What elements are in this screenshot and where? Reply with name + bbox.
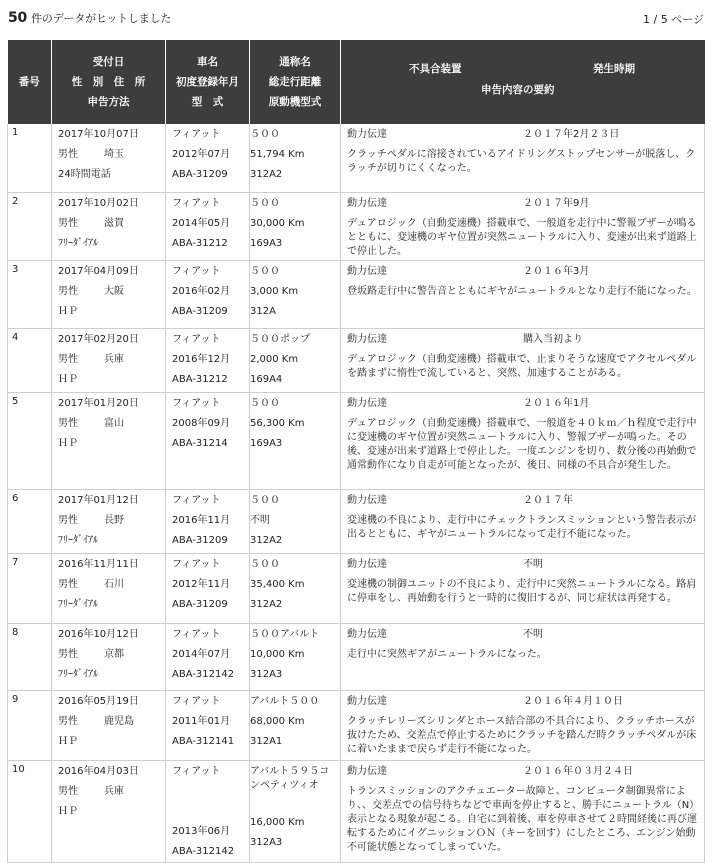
problem-cell [341, 760, 705, 862]
prefecture: 富山 [104, 417, 124, 429]
problem-summary: デュアロジック（自動変速機）搭載車で、一般道を４０ｋｍ／ｈ程度で走行中に変速機のギヤ位置が突然ニュートラルに入り、警報ブザーが鳴った。その後、変速が出来ず道路上で停止した。一度エンジンを切り、数分後の再始動で通常動作になり自走が可能となったが、後日、同様の不具合が発生した。 [347, 417, 697, 471]
car-type-code: ABA-312142 [172, 845, 235, 857]
prefecture: 大阪 [104, 285, 124, 297]
report-method: ＨＰ [58, 437, 78, 449]
problem-device: 動力伝達 [347, 695, 387, 707]
car-type-code: ABA-31209 [172, 534, 228, 546]
mileage: 51,794 Km [250, 149, 305, 160]
car-right-cell [250, 760, 341, 862]
received-cell [52, 328, 166, 392]
occurrence-time: 不明 [523, 558, 543, 570]
received-date: 2016年10月12日 [58, 628, 139, 640]
engine-type: 312A2 [250, 169, 283, 180]
car-left-cell [166, 623, 250, 690]
row-number-cell [8, 623, 52, 690]
row-number-cell [8, 328, 52, 392]
col-car-model: 通称名 [279, 56, 311, 68]
car-type-code: ABA-31209 [172, 169, 228, 180]
col-car-maker: 車名 [197, 56, 218, 68]
col-received-date: 受付日 [92, 56, 125, 68]
hit-count-number: 50 [8, 10, 28, 26]
table-row[interactable] [8, 192, 705, 260]
received-cell [52, 623, 166, 690]
prefecture: 滋賀 [104, 217, 124, 229]
gender: 男性 [58, 285, 78, 297]
row-number: 1 [12, 127, 19, 138]
received-cell [52, 124, 166, 192]
car-model: アバルト５００ [250, 695, 320, 707]
car-left-cell [166, 553, 250, 623]
col-car-reg: 初度登録年月 [176, 76, 239, 88]
car-type-code: ABA-31209 [172, 305, 228, 317]
col-received-gender: 性 別 住 所 [71, 76, 146, 88]
hit-count [8, 10, 171, 26]
row-number-cell [8, 260, 52, 328]
table-row[interactable] [8, 623, 705, 690]
row-number: 2 [12, 195, 19, 207]
prefecture: 埼玉 [104, 149, 124, 160]
car-left-cell [166, 260, 250, 328]
row-number-cell [8, 760, 52, 862]
car-left-cell [166, 328, 250, 392]
col-car-type: 型 式 [191, 96, 224, 108]
received-date: 2017年04月09日 [58, 265, 139, 277]
problem-summary: クラッチレリーズシリンダとホース結合部の不具合により、クラッチホースが抜けたため、交差点で停止するためにクラッチを踏んだ時クラッチペダルが床に着いたままで戻らず走行不能になった。 [347, 715, 697, 755]
table-row[interactable] [8, 489, 705, 553]
report-method: ＨＰ [58, 735, 78, 747]
occurrence-time: 不明 [523, 628, 543, 640]
first-registration: 2012年11月 [172, 578, 231, 590]
report-method: 24時間電話 [58, 169, 111, 180]
gender: 男性 [58, 785, 78, 797]
results-header [0, 0, 712, 38]
received-cell [52, 489, 166, 553]
col-number-label: 番号 [18, 76, 40, 88]
gender: 男性 [58, 149, 78, 160]
engine-type: 312A3 [250, 668, 283, 680]
first-registration: 2016年11月 [172, 514, 231, 526]
row-number: 7 [12, 556, 19, 568]
problem-device: 動力伝達 [347, 129, 387, 140]
table-row[interactable] [8, 328, 705, 392]
car-model: ５００ [250, 558, 280, 570]
row-number: 10 [12, 763, 25, 775]
received-date: 2017年02月20日 [58, 333, 139, 345]
car-type-code: ABA-312141 [172, 735, 235, 747]
gender: 男性 [58, 578, 78, 590]
car-left-cell [166, 192, 250, 260]
problem-cell [341, 192, 705, 260]
problem-device: 動力伝達 [347, 333, 387, 345]
table-header-row [8, 40, 705, 124]
car-maker: フィアット [172, 265, 221, 277]
page-indicator: 1 / 5 ページ [643, 13, 704, 26]
problem-cell [341, 328, 705, 392]
col-problem-device: 不具合装置 [409, 63, 462, 75]
car-model: ５００ [250, 129, 280, 140]
car-model: ５００ [250, 265, 280, 277]
row-number-cell [8, 553, 52, 623]
report-method: ﾌﾘｰﾀﾞｲｱﾙ [58, 668, 98, 680]
occurrence-time: ２０１６年1月 [523, 397, 590, 409]
problem-summary: デュアロジック（自動変速機）搭載車で、止まりそうな速度でアクセルペダルを踏まずに惰性で流していると、突然、加速することがある。 [347, 353, 697, 379]
car-maker: フィアット [172, 129, 221, 140]
gender: 男性 [58, 648, 78, 660]
occurrence-time: 購入当初より [523, 333, 583, 345]
table-row[interactable] [8, 553, 705, 623]
gender: 男性 [58, 217, 78, 229]
problem-cell [341, 623, 705, 690]
problem-summary: 変速機の制御ユニットの不良により、走行中に突然ニュートラルになる。路肩に停車をし、再始動を行うと一時的に復旧するが、同じ症状は再発する。 [347, 578, 697, 604]
table-row[interactable] [8, 392, 705, 489]
problem-cell [341, 124, 705, 192]
problem-summary: デュアロジック（自動変速機）搭載車で、一般道を走行中に警報ブザーが鳴るとともに、変速機のギヤ位置が突然ニュートラルに入り、変速が出来ず道路上で停止した。 [347, 217, 697, 257]
received-cell [52, 760, 166, 862]
problem-device: 動力伝達 [347, 558, 387, 570]
engine-type: 169A4 [250, 373, 283, 385]
car-left-cell [166, 489, 250, 553]
problem-summary: 変速機の不良により、走行中にチェックトランスミッションという警告表示が出るとともに、ギヤがニュートラルになって走行不能になった。 [347, 514, 696, 540]
car-right-cell [250, 328, 341, 392]
col-problem [341, 40, 705, 124]
car-left-cell [166, 392, 250, 489]
table-row[interactable] [8, 760, 705, 862]
mileage: 68,000 Km [250, 715, 305, 727]
report-method: ﾌﾘｰﾀﾞｲｱﾙ [58, 237, 98, 249]
car-left-cell [166, 124, 250, 192]
col-car-right [250, 40, 341, 124]
hit-count-label: 件のデータがヒットしました [31, 12, 172, 25]
prefecture: 鹿児島 [104, 715, 134, 727]
car-right-cell [250, 392, 341, 489]
problem-device: 動力伝達 [347, 397, 387, 409]
car-model: ５００ポップ [250, 333, 310, 345]
engine-type: 169A3 [250, 437, 283, 449]
occurrence-time: ２０１７年2月２３日 [523, 129, 620, 140]
occurrence-time: ２０１６年４月１０日 [523, 695, 623, 707]
received-cell [52, 392, 166, 489]
first-registration: 2014年05月 [172, 217, 231, 229]
car-right-cell [250, 690, 341, 760]
problem-device: 動力伝達 [347, 197, 387, 209]
problem-summary: 登坂路走行中に警告音とともにギヤがニュートラルとなり走行不能になった。 [347, 285, 697, 297]
engine-type: 169A3 [250, 237, 283, 249]
col-problem-summary: 申告内容の要約 [481, 84, 555, 96]
occurrence-time: ２０１６年０３月２４日 [523, 765, 633, 777]
car-left-cell [166, 760, 250, 862]
first-registration: 2013年06月 [172, 825, 231, 837]
car-right-cell [250, 260, 341, 328]
prefecture: 兵庫 [104, 353, 124, 365]
problem-device: 動力伝達 [347, 628, 387, 640]
car-type-code: ABA-31212 [172, 373, 228, 385]
car-maker: フィアット [172, 695, 221, 707]
first-registration: 2016年02月 [172, 285, 231, 297]
results-body [8, 124, 705, 862]
problem-cell [341, 260, 705, 328]
col-number [8, 40, 52, 124]
first-registration: 2008年09月 [172, 417, 231, 429]
problem-cell [341, 392, 705, 489]
car-right-cell [250, 489, 341, 553]
car-model: ５００アバルト [250, 628, 320, 640]
occurrence-time: ２０１７年9月 [523, 197, 590, 209]
problem-cell [341, 553, 705, 623]
report-method: ﾌﾘｰﾀﾞｲｱﾙ [58, 598, 98, 610]
car-maker: フィアット [172, 333, 221, 345]
problem-device: 動力伝達 [347, 765, 387, 777]
prefecture: 長野 [104, 514, 124, 526]
car-model: ５００ [250, 397, 280, 409]
row-number-cell [8, 192, 52, 260]
received-date: 2016年04月03日 [58, 765, 139, 777]
car-right-cell [250, 623, 341, 690]
col-car-left [166, 40, 250, 124]
table-row[interactable] [8, 124, 705, 192]
car-left-cell [166, 690, 250, 760]
gender: 男性 [58, 417, 78, 429]
mileage: 16,000 Km [250, 816, 305, 828]
problem-summary: トランスミッションのアクチュエーター故障と、コンピュータ制御異常により、、交差点での信号待ちなどで車両を停止すると、勝手にニュートラル（N）表示となる現象が起こる。自宅に到着後、車を停車させて２時間経後に再び運転するためにイグニッションＯＮ（キーを回す）にしたところ、エンジン始動不可能状態となってしまっていた。 [347, 785, 700, 853]
car-maker: フィアット [172, 628, 221, 640]
engine-type: 312A1 [250, 735, 283, 747]
report-method: ＨＰ [58, 373, 78, 385]
report-method: ﾌﾘｰﾀﾞｲｱﾙ [58, 534, 98, 546]
mileage: 30,000 Km [250, 217, 305, 229]
received-cell [52, 260, 166, 328]
car-type-code: ABA-31209 [172, 598, 228, 610]
report-method: ＨＰ [58, 305, 78, 317]
received-date: 2017年10月07日 [58, 129, 139, 140]
row-number-cell [8, 392, 52, 489]
row-number-cell [8, 124, 52, 192]
problem-cell [341, 489, 705, 553]
first-registration: 2016年12月 [172, 353, 231, 365]
table-row[interactable] [8, 260, 705, 328]
car-right-cell [250, 192, 341, 260]
prefecture: 京都 [104, 648, 124, 660]
prefecture: 兵庫 [104, 785, 124, 797]
car-right-cell [250, 553, 341, 623]
row-number: 9 [12, 693, 19, 705]
results-table [7, 40, 705, 863]
engine-type: 312A2 [250, 598, 283, 610]
gender: 男性 [58, 514, 78, 526]
car-maker: フィアット [172, 494, 221, 506]
row-number: 8 [12, 626, 19, 638]
mileage: 10,000 Km [250, 648, 305, 660]
row-number: 3 [12, 263, 19, 275]
received-date: 2017年01月20日 [58, 397, 139, 409]
row-number-cell [8, 489, 52, 553]
received-cell [52, 690, 166, 760]
report-method: ＨＰ [58, 805, 78, 817]
problem-cell [341, 690, 705, 760]
car-maker: フィアット [172, 558, 221, 570]
received-cell [52, 553, 166, 623]
row-number: 5 [12, 395, 19, 407]
car-maker: フィアット [172, 765, 221, 777]
col-car-engine: 原動機型式 [268, 96, 322, 108]
car-model: アバルト５９５コンペティツィオ [250, 765, 330, 791]
received-cell [52, 192, 166, 260]
occurrence-time: ２０１６年3月 [523, 265, 590, 277]
problem-device: 動力伝達 [347, 494, 387, 506]
car-type-code: ABA-31212 [172, 237, 228, 249]
problem-summary: 走行中に突然ギアがニュートラルになった。 [347, 648, 547, 660]
row-number: 4 [12, 331, 19, 343]
engine-type: 312A2 [250, 534, 283, 546]
car-type-code: ABA-31214 [172, 437, 228, 449]
row-number-cell [8, 690, 52, 760]
col-received [52, 40, 166, 124]
mileage: 2,000 Km [250, 353, 299, 365]
car-maker: フィアット [172, 397, 221, 409]
engine-type: 312A [250, 305, 276, 317]
col-received-method: 申告方法 [87, 96, 130, 108]
first-registration: 2014年07月 [172, 648, 231, 660]
engine-type: 312A3 [250, 836, 283, 848]
gender: 男性 [58, 353, 78, 365]
occurrence-time: ２０１７年 [523, 494, 573, 506]
car-right-cell [250, 124, 341, 192]
table-row[interactable] [8, 690, 705, 760]
col-car-km: 総走行距離 [268, 76, 322, 88]
first-registration: 2012年07月 [172, 149, 231, 160]
gender: 男性 [58, 715, 78, 727]
car-maker: フィアット [172, 197, 221, 209]
car-type-code: ABA-312142 [172, 668, 235, 680]
received-date: 2017年01月12日 [58, 494, 139, 506]
problem-device: 動力伝達 [347, 265, 387, 277]
car-model: ５００ [250, 197, 280, 209]
received-date: 2016年05月19日 [58, 695, 139, 707]
prefecture: 石川 [104, 578, 124, 590]
first-registration: 2011年01月 [172, 715, 231, 727]
mileage: 35,400 Km [250, 578, 305, 590]
mileage: 不明 [250, 514, 270, 526]
mileage: 56,300 Km [250, 417, 305, 429]
received-date: 2017年10月02日 [58, 197, 139, 209]
col-problem-when: 発生時期 [593, 63, 635, 75]
car-model: ５００ [250, 494, 280, 506]
received-date: 2016年11月11日 [58, 558, 139, 570]
problem-summary: クラッチペダルに溶接されているアイドリングストップセンサーが脱落し、クラッチが切りにくくなった。 [347, 149, 696, 174]
mileage: 3,000 Km [250, 285, 299, 297]
row-number: 6 [12, 492, 19, 504]
